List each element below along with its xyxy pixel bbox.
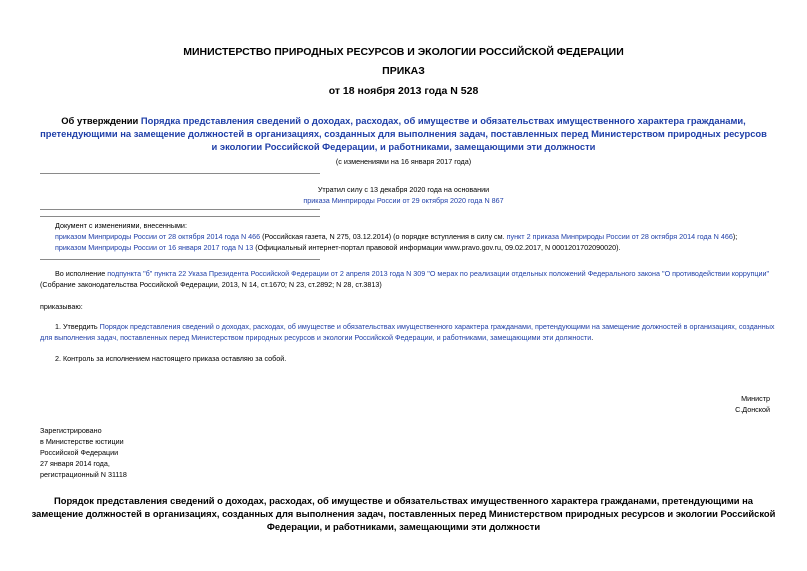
changes-item <box>55 231 775 242</box>
preamble-paragraph <box>40 268 775 290</box>
changes-item <box>55 242 775 253</box>
registration-line: Российской Федерации <box>40 448 119 457</box>
point-1 <box>40 321 775 343</box>
title-prefix: Об утверждении <box>61 115 141 126</box>
amendments-note: (с изменениями на 16 января 2017 года) <box>335 157 472 166</box>
procedure-title: Порядок представления сведений о доходах, расходах, об имуществе и обязательствах имущественного характера гражданами, претендующими на замещение должностей в организациях, созданных для выполнения задач, поставленных перед Министерством природных ресурсов и экологии Российской Федерации, и работниками, замещающими эти должности <box>31 495 776 532</box>
point-1-procedure-link[interactable]: Порядок представления сведений о доходах, расходах, об имуществе и обязательствах имущественного характера гражданами, претендующими на замещение должностей в организациях, созданных для выполнения задач, поставленных перед Министерством природных ресурсов и экологии Российской Федерации, и работниками, замещающими эти должности <box>40 322 775 342</box>
point-2: 2. Контроль за исполнением настоящего приказа оставляю за собой. <box>55 354 287 363</box>
preamble-source: (Собрание законодательства Российской Федерации, 2013, N 14, ст.1670; N 23, ст.2892; N 28, ст.3813) <box>40 280 382 289</box>
document-title <box>40 114 767 153</box>
point-1-text: 1. Утвердить <box>55 322 100 331</box>
changes-item1-end: ); <box>732 232 738 241</box>
expired-line: Утратил силу с 13 декабря 2020 года на основании <box>317 185 490 194</box>
expired-note <box>200 184 607 206</box>
changes-item1-text: (Российская газета, N 275, 03.12.2014) (о порядке вступления в силу см. <box>260 232 507 241</box>
registration-line: 27 января 2014 года, <box>40 459 110 468</box>
title-procedure-link[interactable]: Порядка представления сведений о доходах, расходах, об имуществе и обязательствах имущественного характера гражданами, претендующими на замещение должностей в организациях, созданных для выполнения задач, поставленных перед Министерством природных ресурсов и экологии Российской Федерации, и работниками, замещающими эти должности <box>40 115 767 152</box>
signature-name: С.Донской <box>735 405 770 414</box>
registration-block <box>40 425 127 480</box>
registration-line: регистрационный N 31118 <box>40 470 127 479</box>
doc-date-number: от 18 ноября 2013 года N 528 <box>328 85 479 97</box>
changes-intro: Документ с изменениями, внесенными: <box>55 221 187 230</box>
ministry-heading: МИНИСТЕРСТВО ПРИРОДНЫХ РЕСУРСОВ И ЭКОЛОГИИ РОССИЙСКОЙ ФЕДЕРАЦИИ <box>183 46 624 58</box>
expired-basis-link[interactable]: приказа Минприроды России от 29 октября 2020 года N 867 <box>303 196 504 205</box>
preamble-text: Во исполнение <box>55 269 108 278</box>
registration-line: в Министерстве юстиции <box>40 437 124 446</box>
signature-block <box>735 393 770 415</box>
order-word: приказываю: <box>40 302 83 311</box>
signature-position: Министр <box>741 394 770 403</box>
changes-item1-link[interactable]: приказом Минприроды России от 28 октября 2014 года N 466 <box>55 232 261 241</box>
changes-item2-link[interactable]: приказом Минприроды России от 16 января 2017 года N 13 <box>55 243 254 252</box>
changes-item1-point-link[interactable]: пункт 2 приказа Минприроды России от 28 октября 2014 года N 466 <box>506 232 733 241</box>
divider <box>40 173 320 174</box>
point-1-end: . <box>591 333 594 342</box>
divider <box>40 216 320 217</box>
changes-item2-text: (Официальный интернет-портал правовой информации www.pravo.gov.ru, 09.02.2017, N 0001201702090020). <box>253 243 621 252</box>
changes-block <box>55 220 775 253</box>
doc-type-heading: ПРИКАЗ <box>382 65 425 77</box>
divider <box>40 259 320 260</box>
divider <box>40 209 320 210</box>
preamble-decree-link[interactable]: подпункта "б" пункта 22 Указа Президента Российской Федерации от 2 апреля 2013 года N 309 "О мерах по реализации отдельных положений Федерального закона "О противодействии коррупции" <box>107 269 770 278</box>
registration-line: Зарегистрировано <box>40 426 102 435</box>
